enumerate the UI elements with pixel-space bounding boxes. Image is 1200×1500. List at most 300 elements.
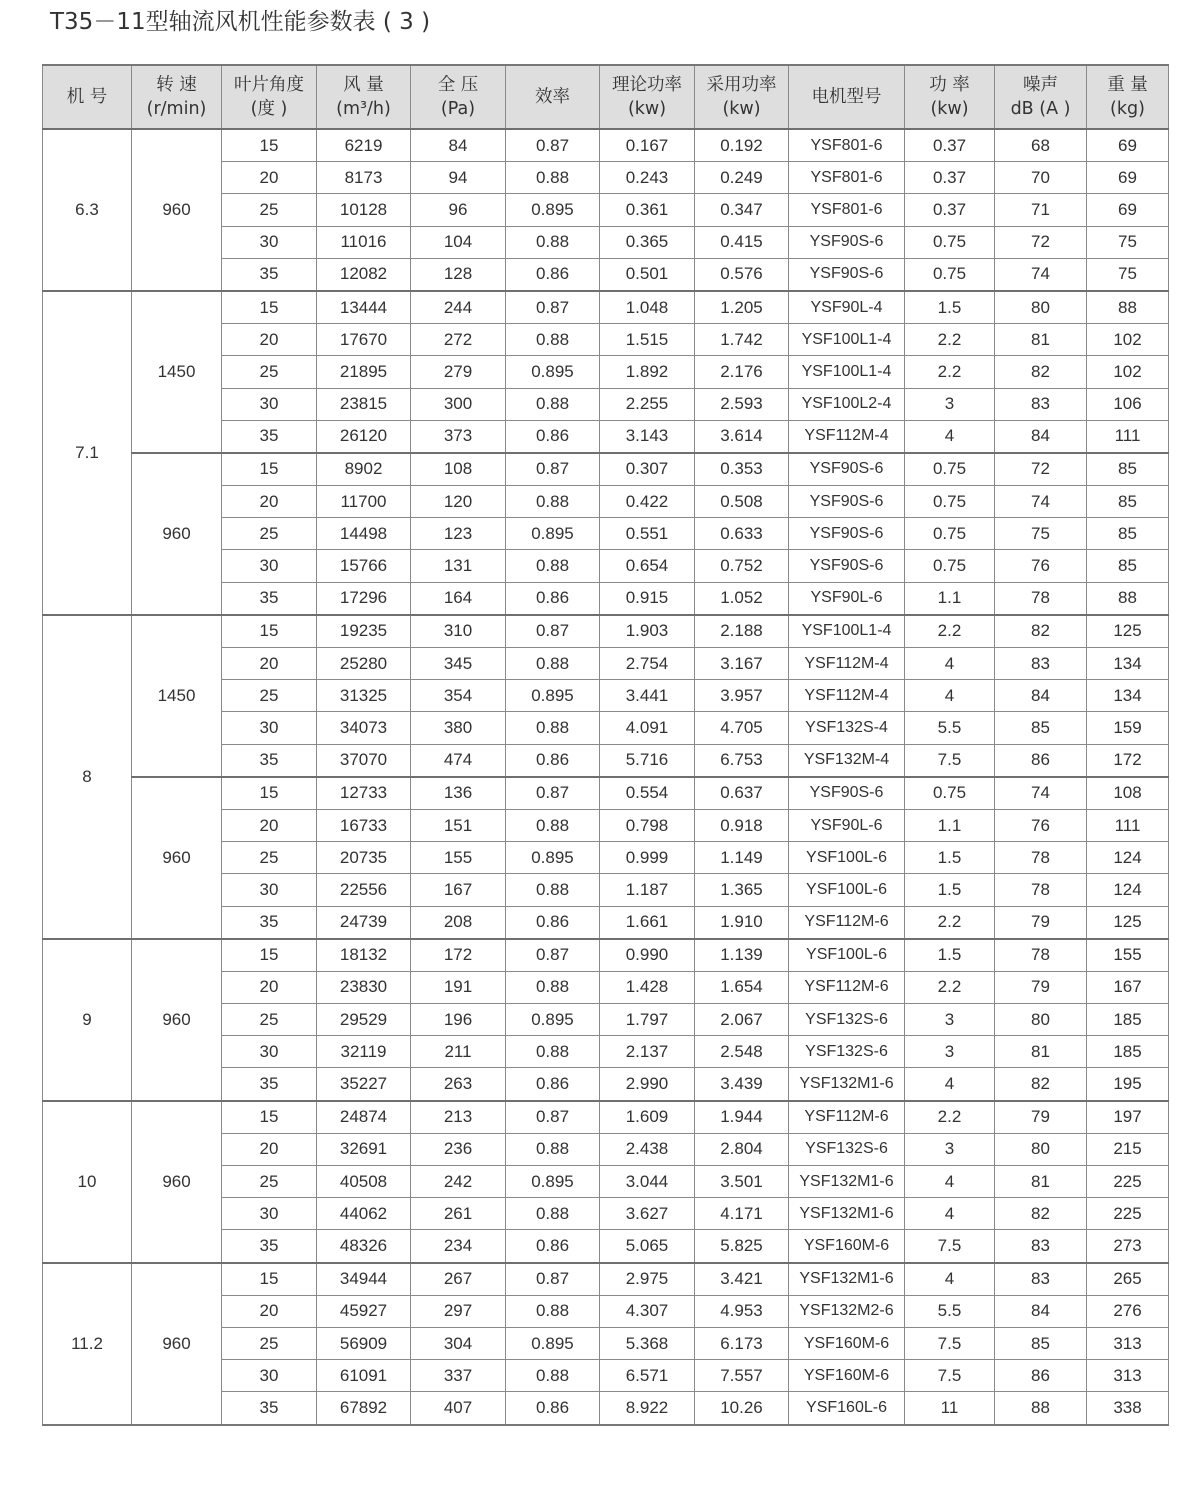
table-cell: 25: [222, 1166, 317, 1198]
table-cell: 0.551: [600, 518, 695, 550]
table-cell: 2.2: [905, 971, 995, 1003]
table-cell: 78: [995, 842, 1087, 874]
table-cell: 84: [995, 420, 1087, 453]
table-cell: 20735: [317, 842, 411, 874]
table-cell: 6.173: [695, 1327, 789, 1359]
table-cell: 0.75: [905, 486, 995, 518]
table-cell: 0.895: [506, 518, 600, 550]
table-cell: 172: [411, 939, 506, 972]
table-cell: YSF100L2-4: [789, 388, 905, 420]
table-cell: YSF100L-6: [789, 842, 905, 874]
table-cell: 69: [1087, 129, 1169, 162]
table-cell: 0.249: [695, 162, 789, 194]
table-cell: 8902: [317, 453, 411, 486]
table-cell: 0.87: [506, 939, 600, 972]
table-cell: 3.627: [600, 1198, 695, 1230]
table-cell: 236: [411, 1133, 506, 1165]
table-cell: 69: [1087, 162, 1169, 194]
table-cell: 0.75: [905, 550, 995, 582]
table-cell: 1.515: [600, 324, 695, 356]
table-cell: 32691: [317, 1133, 411, 1165]
table-cell: 7.5: [905, 1327, 995, 1359]
table-cell: 0.415: [695, 226, 789, 258]
table-cell: 35: [222, 258, 317, 291]
table-cell: 0.75: [905, 258, 995, 291]
table-cell: 20: [222, 1133, 317, 1165]
table-cell: 0.87: [506, 615, 600, 648]
table-cell: 0.422: [600, 486, 695, 518]
table-cell: 0.88: [506, 550, 600, 582]
table-cell: 0.88: [506, 874, 600, 906]
table-cell: 120: [411, 486, 506, 518]
model-cell: 6.3: [43, 129, 132, 291]
table-cell: 0.88: [506, 1295, 600, 1327]
table-cell: 304: [411, 1327, 506, 1359]
table-cell: YSF132S-6: [789, 1036, 905, 1068]
table-cell: 79: [995, 1101, 1087, 1134]
table-cell: YSF132M1-6: [789, 1068, 905, 1101]
table-cell: 111: [1087, 420, 1169, 453]
table-cell: 1.187: [600, 874, 695, 906]
table-cell: YSF132S-4: [789, 712, 905, 744]
table-cell: 78: [995, 939, 1087, 972]
table-cell: 2.2: [905, 906, 995, 939]
column-header-label: 噪声: [1023, 75, 1058, 95]
table-cell: 3.143: [600, 420, 695, 453]
table-cell: 123: [411, 518, 506, 550]
table-cell: 0.87: [506, 129, 600, 162]
table-cell: 2.067: [695, 1004, 789, 1036]
table-cell: 69: [1087, 194, 1169, 226]
table-cell: 0.88: [506, 1360, 600, 1392]
table-cell: 125: [1087, 615, 1169, 648]
table-cell: 151: [411, 809, 506, 841]
table-cell: 6.571: [600, 1360, 695, 1392]
table-cell: 197: [1087, 1101, 1169, 1134]
table-cell: 81: [995, 1166, 1087, 1198]
table-cell: YSF90S-6: [789, 777, 905, 810]
column-header: [695, 65, 789, 129]
table-cell: 1.742: [695, 324, 789, 356]
table-cell: 20: [222, 648, 317, 680]
table-cell: 76: [995, 809, 1087, 841]
table-cell: YSF132M2-6: [789, 1295, 905, 1327]
table-cell: 15: [222, 291, 317, 324]
table-cell: YSF100L1-4: [789, 615, 905, 648]
table-cell: 81: [995, 1036, 1087, 1068]
table-cell: 11: [905, 1392, 995, 1425]
table-cell: 94: [411, 162, 506, 194]
table-cell: 1.365: [695, 874, 789, 906]
table-cell: YSF90S-6: [789, 518, 905, 550]
table-cell: 0.88: [506, 486, 600, 518]
table-cell: 2.188: [695, 615, 789, 648]
table-cell: 70: [995, 162, 1087, 194]
table-cell: 0.365: [600, 226, 695, 258]
table-cell: 276: [1087, 1295, 1169, 1327]
table-cell: YSF90L-6: [789, 582, 905, 615]
table-cell: 11700: [317, 486, 411, 518]
table-cell: 4: [905, 1068, 995, 1101]
table-cell: 0.88: [506, 1198, 600, 1230]
table-cell: 7.5: [905, 744, 995, 777]
table-cell: 20: [222, 162, 317, 194]
table-cell: 0.999: [600, 842, 695, 874]
table-cell: 0.918: [695, 809, 789, 841]
table-cell: YSF90S-6: [789, 453, 905, 486]
speed-cell: 960: [132, 1101, 222, 1263]
table-cell: 30: [222, 388, 317, 420]
table-cell: YSF90S-6: [789, 258, 905, 291]
table-cell: 80: [995, 1133, 1087, 1165]
column-header-label: 机 号: [66, 87, 108, 107]
table-cell: 35: [222, 744, 317, 777]
table-cell: 1.654: [695, 971, 789, 1003]
table-cell: YSF160L-6: [789, 1392, 905, 1425]
table-cell: 30: [222, 550, 317, 582]
speed-cell: 1450: [132, 615, 222, 777]
table-cell: 155: [411, 842, 506, 874]
table-cell: 30: [222, 1360, 317, 1392]
table-cell: 12733: [317, 777, 411, 810]
table-cell: 61091: [317, 1360, 411, 1392]
table-cell: 35: [222, 582, 317, 615]
page-title: T35－11型轴流风机性能参数表 ( 3 ): [50, 9, 431, 35]
table-cell: 25: [222, 194, 317, 226]
speed-cell: 1450: [132, 291, 222, 453]
table-cell: 5.716: [600, 744, 695, 777]
table-cell: 0.88: [506, 1036, 600, 1068]
table-cell: 3: [905, 388, 995, 420]
table-cell: 20: [222, 324, 317, 356]
column-header-label: 采用功率: [706, 75, 777, 95]
table-cell: YSF100L1-4: [789, 324, 905, 356]
table-cell: 3.501: [695, 1166, 789, 1198]
table-cell: 0.88: [506, 712, 600, 744]
table-cell: YSF160M-6: [789, 1360, 905, 1392]
table-cell: 2.548: [695, 1036, 789, 1068]
table-cell: 0.501: [600, 258, 695, 291]
table-cell: 2.593: [695, 388, 789, 420]
model-cell: 10: [43, 1101, 132, 1263]
table-cell: 44062: [317, 1198, 411, 1230]
table-cell: 72: [995, 226, 1087, 258]
table-cell: 3.167: [695, 648, 789, 680]
table-cell: 0.88: [506, 162, 600, 194]
column-header: [1087, 65, 1169, 129]
table-cell: 124: [1087, 874, 1169, 906]
table-body: [43, 129, 1169, 1425]
table-cell: 234: [411, 1230, 506, 1263]
table-cell: 4.705: [695, 712, 789, 744]
table-cell: 3.614: [695, 420, 789, 453]
table-cell: 29529: [317, 1004, 411, 1036]
table-cell: 23830: [317, 971, 411, 1003]
table-cell: 1.944: [695, 1101, 789, 1134]
table-cell: 25: [222, 842, 317, 874]
table-cell: 79: [995, 971, 1087, 1003]
table-cell: 159: [1087, 712, 1169, 744]
table-cell: 4: [905, 1166, 995, 1198]
table-cell: 67892: [317, 1392, 411, 1425]
column-header: [317, 65, 411, 129]
column-header-label: 转 速: [156, 75, 197, 95]
table-cell: 0.87: [506, 291, 600, 324]
table-cell: 225: [1087, 1166, 1169, 1198]
table-row: [43, 777, 1169, 810]
speed-cell: 960: [132, 939, 222, 1101]
table-cell: 74: [995, 486, 1087, 518]
table-cell: 208: [411, 906, 506, 939]
table-cell: 0.307: [600, 453, 695, 486]
table-cell: 310: [411, 615, 506, 648]
table-cell: 0.915: [600, 582, 695, 615]
table-cell: 0.361: [600, 194, 695, 226]
table-cell: 0.86: [506, 1230, 600, 1263]
table-cell: 84: [995, 680, 1087, 712]
table-cell: 2.255: [600, 388, 695, 420]
table-cell: 45927: [317, 1295, 411, 1327]
table-cell: 300: [411, 388, 506, 420]
table-cell: 1.5: [905, 874, 995, 906]
table-cell: 4.171: [695, 1198, 789, 1230]
table-cell: YSF100L-6: [789, 939, 905, 972]
table-cell: 185: [1087, 1004, 1169, 1036]
table-cell: 18132: [317, 939, 411, 972]
table-cell: 2.176: [695, 356, 789, 388]
table-cell: 0.576: [695, 258, 789, 291]
table-cell: 354: [411, 680, 506, 712]
table-cell: 215: [1087, 1133, 1169, 1165]
table-cell: 265: [1087, 1263, 1169, 1296]
table-cell: 40508: [317, 1166, 411, 1198]
table-cell: 31325: [317, 680, 411, 712]
table-cell: 75: [1087, 226, 1169, 258]
table-cell: 108: [1087, 777, 1169, 810]
table-cell: 10128: [317, 194, 411, 226]
table-cell: 4.953: [695, 1295, 789, 1327]
table-cell: 0.87: [506, 453, 600, 486]
table-cell: 32119: [317, 1036, 411, 1068]
table-cell: 86: [995, 1360, 1087, 1392]
table-cell: 111: [1087, 809, 1169, 841]
table-cell: 30: [222, 712, 317, 744]
table-cell: 0.75: [905, 453, 995, 486]
table-cell: 15: [222, 129, 317, 162]
table-cell: 4.307: [600, 1295, 695, 1327]
table-cell: 0.88: [506, 1133, 600, 1165]
table-cell: YSF112M-6: [789, 1101, 905, 1134]
table-cell: 407: [411, 1392, 506, 1425]
table-cell: 0.895: [506, 680, 600, 712]
table-cell: 1.5: [905, 291, 995, 324]
column-header-label: 电机型号: [811, 87, 882, 107]
table-cell: 8.922: [600, 1392, 695, 1425]
table-cell: 68: [995, 129, 1087, 162]
column-header-unit: (kw): [627, 99, 667, 119]
table-cell: 2.438: [600, 1133, 695, 1165]
table-cell: 83: [995, 648, 1087, 680]
table-cell: 0.895: [506, 1166, 600, 1198]
table-cell: 1.892: [600, 356, 695, 388]
table-cell: YSF112M-4: [789, 420, 905, 453]
table-cell: 0.86: [506, 906, 600, 939]
column-header: [222, 65, 317, 129]
table-cell: 82: [995, 356, 1087, 388]
table-cell: 13444: [317, 291, 411, 324]
table-cell: 338: [1087, 1392, 1169, 1425]
table-cell: 213: [411, 1101, 506, 1134]
table-cell: 0.75: [905, 777, 995, 810]
table-cell: 20: [222, 809, 317, 841]
table-cell: 78: [995, 582, 1087, 615]
table-cell: 131: [411, 550, 506, 582]
table-cell: 15: [222, 1263, 317, 1296]
table-cell: 15: [222, 1101, 317, 1134]
table-cell: 7.5: [905, 1360, 995, 1392]
table-cell: 6.753: [695, 744, 789, 777]
table-cell: 102: [1087, 356, 1169, 388]
table-cell: 1.048: [600, 291, 695, 324]
table-cell: 83: [995, 388, 1087, 420]
table-cell: 313: [1087, 1327, 1169, 1359]
speed-cell: 960: [132, 129, 222, 291]
column-header: [905, 65, 995, 129]
table-cell: YSF132M1-6: [789, 1263, 905, 1296]
table-cell: 1.428: [600, 971, 695, 1003]
table-cell: 11016: [317, 226, 411, 258]
model-cell: 7.1: [43, 291, 132, 615]
table-row: [43, 939, 1169, 972]
table-cell: 0.86: [506, 1068, 600, 1101]
table-cell: 1.797: [600, 1004, 695, 1036]
table-cell: 0.637: [695, 777, 789, 810]
table-cell: 1.609: [600, 1101, 695, 1134]
table-cell: 35: [222, 1068, 317, 1101]
table-cell: 5.825: [695, 1230, 789, 1263]
table-cell: 84: [411, 129, 506, 162]
table-cell: 0.243: [600, 162, 695, 194]
table-cell: 2.2: [905, 356, 995, 388]
table-cell: 1.5: [905, 939, 995, 972]
table-cell: 75: [995, 518, 1087, 550]
table-cell: 272: [411, 324, 506, 356]
column-header-unit: (kg): [1110, 99, 1145, 119]
table-cell: 5.065: [600, 1230, 695, 1263]
table-cell: 474: [411, 744, 506, 777]
table-cell: 1.052: [695, 582, 789, 615]
table-cell: 85: [1087, 453, 1169, 486]
table-cell: 0.37: [905, 129, 995, 162]
table-cell: YSF112M-4: [789, 648, 905, 680]
table-cell: 380: [411, 712, 506, 744]
table-cell: 0.554: [600, 777, 695, 810]
table-cell: 0.88: [506, 809, 600, 841]
table-cell: 74: [995, 258, 1087, 291]
table-cell: 82: [995, 1198, 1087, 1230]
table-cell: 2.975: [600, 1263, 695, 1296]
table-cell: 30: [222, 1198, 317, 1230]
table-cell: 2.754: [600, 648, 695, 680]
table-cell: 83: [995, 1230, 1087, 1263]
table-row: [43, 291, 1169, 324]
table-row: [43, 453, 1169, 486]
table-cell: 7.557: [695, 1360, 789, 1392]
table-cell: 211: [411, 1036, 506, 1068]
table-cell: 24874: [317, 1101, 411, 1134]
table-cell: 83: [995, 1263, 1087, 1296]
table-cell: 3.421: [695, 1263, 789, 1296]
table-cell: 108: [411, 453, 506, 486]
table-cell: 6219: [317, 129, 411, 162]
table-cell: 88: [1087, 582, 1169, 615]
table-cell: 25: [222, 356, 317, 388]
table-cell: 75: [1087, 258, 1169, 291]
table-cell: 25: [222, 1327, 317, 1359]
table-cell: 56909: [317, 1327, 411, 1359]
table-cell: 0.87: [506, 1263, 600, 1296]
table-cell: 0.87: [506, 777, 600, 810]
table-cell: 25: [222, 1004, 317, 1036]
speed-cell: 960: [132, 1263, 222, 1425]
table-cell: 35: [222, 420, 317, 453]
performance-table: [42, 64, 1169, 1426]
table-cell: 71: [995, 194, 1087, 226]
table-row: [43, 1101, 1169, 1134]
table-cell: YSF160M-6: [789, 1230, 905, 1263]
table-cell: 80: [995, 1004, 1087, 1036]
column-header-unit: (kw): [722, 99, 761, 119]
column-header: [600, 65, 695, 129]
table-cell: 261: [411, 1198, 506, 1230]
table-cell: 84: [995, 1295, 1087, 1327]
table-cell: 5.5: [905, 712, 995, 744]
column-header-label: 理论功率: [612, 75, 682, 95]
table-cell: 12082: [317, 258, 411, 291]
table-cell: 7.5: [905, 1230, 995, 1263]
speed-cell: 960: [132, 777, 222, 939]
table-cell: 136: [411, 777, 506, 810]
table-cell: 0.895: [506, 842, 600, 874]
table-cell: 0.75: [905, 226, 995, 258]
table-cell: 134: [1087, 680, 1169, 712]
table-cell: 86: [995, 744, 1087, 777]
table-cell: 23815: [317, 388, 411, 420]
table-cell: 106: [1087, 388, 1169, 420]
table-cell: 0.75: [905, 518, 995, 550]
table-cell: 3.441: [600, 680, 695, 712]
table-cell: 1.910: [695, 906, 789, 939]
table-cell: YSF90S-6: [789, 550, 905, 582]
table-cell: 4: [905, 1263, 995, 1296]
table-cell: YSF132M-4: [789, 744, 905, 777]
table-cell: 1.149: [695, 842, 789, 874]
table-cell: 1.5: [905, 842, 995, 874]
table-cell: 85: [995, 712, 1087, 744]
table-cell: 297: [411, 1295, 506, 1327]
table-cell: 21895: [317, 356, 411, 388]
column-header: [789, 65, 905, 129]
column-header-label: 全 压: [437, 75, 479, 95]
table-cell: 0.86: [506, 744, 600, 777]
table-row: [43, 1263, 1169, 1296]
table-cell: 15: [222, 939, 317, 972]
table-cell: 20: [222, 486, 317, 518]
table-cell: 37070: [317, 744, 411, 777]
table-cell: 373: [411, 420, 506, 453]
table-cell: 2.990: [600, 1068, 695, 1101]
table-cell: 25: [222, 680, 317, 712]
